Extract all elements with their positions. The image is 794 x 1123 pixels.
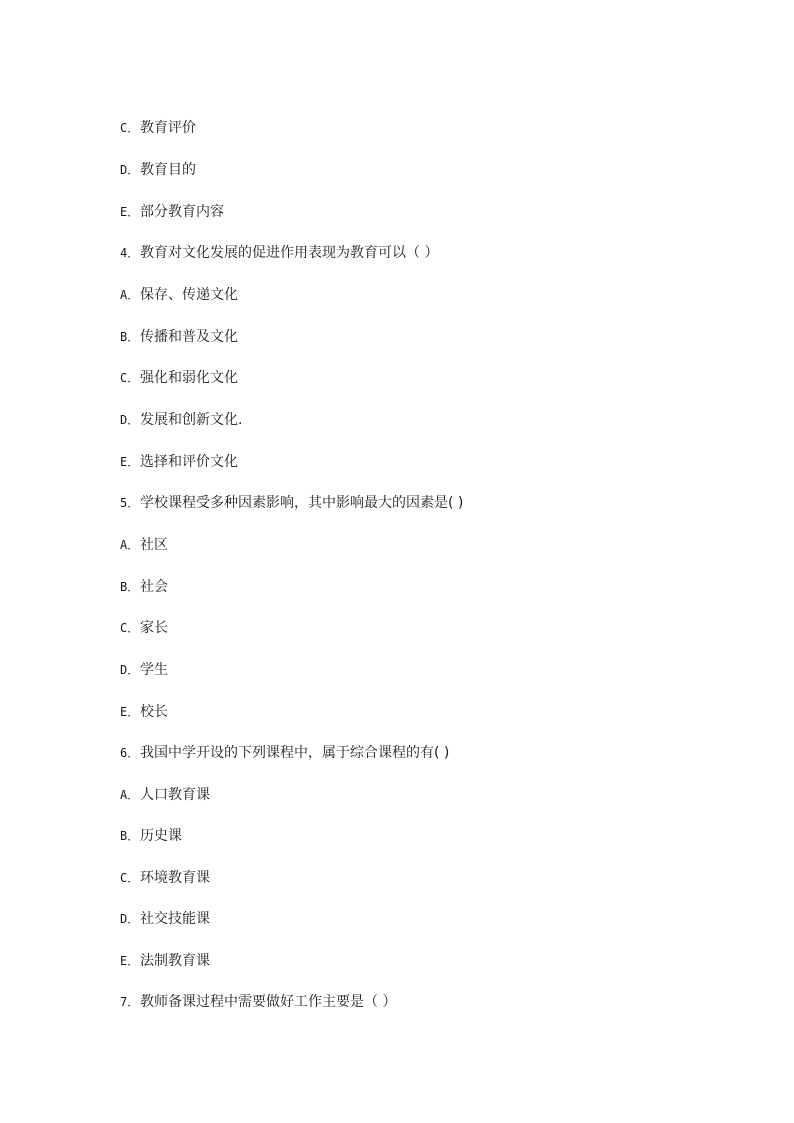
option-label: C． xyxy=(120,121,140,135)
option-text: 环境教育课 xyxy=(140,870,210,886)
option-label: E． xyxy=(120,954,140,968)
question-text: 学校课程受多种因素影响，其中影响最大的因素是( ) xyxy=(140,495,464,511)
option-text: 强化和弱化文化 xyxy=(140,370,238,386)
option-label: E． xyxy=(120,455,140,469)
option-a-line xyxy=(120,536,168,554)
question-number: 6． xyxy=(120,746,140,760)
question-4 xyxy=(120,244,438,262)
question-number: 4． xyxy=(120,246,140,260)
option-c-line xyxy=(120,869,210,887)
question-text: 教育对文化发展的促进作用表现为教育可以（ ） xyxy=(140,245,439,261)
option-label: A． xyxy=(120,288,140,302)
question-6 xyxy=(120,744,449,762)
question-text: 教师备课过程中需要做好工作主要是（ ） xyxy=(140,994,397,1010)
option-label: C． xyxy=(120,871,140,885)
option-text: 部分教育内容 xyxy=(140,204,224,220)
option-d-line xyxy=(120,661,168,679)
option-b-line xyxy=(120,328,238,346)
option-label: B． xyxy=(120,330,140,344)
option-d-line xyxy=(120,161,196,179)
option-label: E． xyxy=(120,705,140,719)
option-c-line xyxy=(120,369,238,387)
option-a-line xyxy=(120,286,238,304)
option-label: D． xyxy=(120,663,140,677)
option-d-line xyxy=(120,910,210,928)
option-text: 社会 xyxy=(140,579,168,595)
option-a-line xyxy=(120,786,210,804)
option-label: D． xyxy=(120,163,140,177)
option-text: 学生 xyxy=(140,662,168,678)
option-text: 传播和普及文化 xyxy=(140,329,238,345)
option-text: 选择和评价文化 xyxy=(140,454,238,470)
question-5 xyxy=(120,494,463,512)
option-label: B． xyxy=(120,580,140,594)
option-b-line xyxy=(120,827,182,845)
question-number: 5． xyxy=(120,496,140,510)
option-label: E． xyxy=(120,205,140,219)
option-label: A． xyxy=(120,538,140,552)
option-text: 保存、传递文化 xyxy=(140,287,238,303)
question-7 xyxy=(120,993,396,1011)
option-text: 人口教育课 xyxy=(140,787,210,803)
option-text: 社区 xyxy=(140,537,168,553)
question-number: 7． xyxy=(120,995,140,1009)
option-label: C． xyxy=(120,371,140,385)
option-label: A． xyxy=(120,788,140,802)
option-label: B． xyxy=(120,829,140,843)
option-c-line xyxy=(120,119,196,137)
option-text: 家长 xyxy=(140,620,168,636)
option-e-line xyxy=(120,203,224,221)
option-text: 教育目的 xyxy=(140,162,196,178)
option-text: 社交技能课 xyxy=(140,911,210,927)
option-e-line xyxy=(120,952,210,970)
option-label: D． xyxy=(120,912,140,926)
option-c-line xyxy=(120,619,168,637)
option-text: 发展和创新文化. xyxy=(140,412,243,428)
option-text: 法制教育课 xyxy=(140,953,210,969)
option-d-line xyxy=(120,411,242,429)
option-text: 教育评价 xyxy=(140,120,196,136)
option-e-line xyxy=(120,453,238,471)
option-text: 校长 xyxy=(140,704,168,720)
question-text: 我国中学开设的下列课程中，属于综合课程的有( ) xyxy=(140,745,450,761)
option-text: 历史课 xyxy=(140,828,182,844)
option-label: D． xyxy=(120,413,140,427)
option-label: C． xyxy=(120,621,140,635)
option-b-line xyxy=(120,578,168,596)
option-e-line xyxy=(120,703,168,721)
